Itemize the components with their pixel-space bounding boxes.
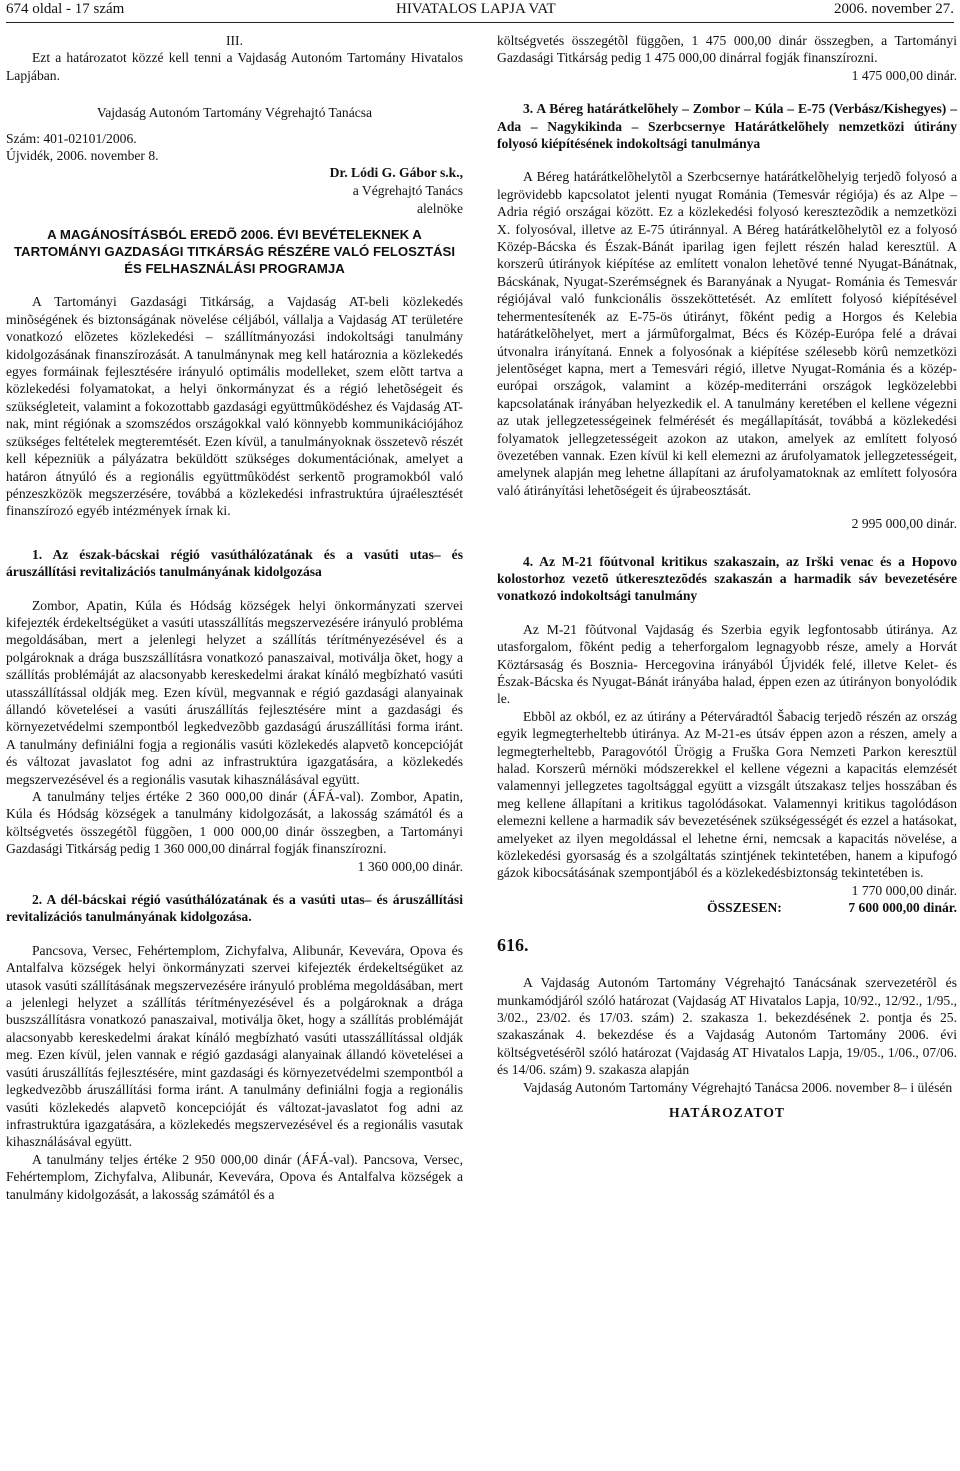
document-number-616: 616. [497, 934, 529, 955]
page-info: 674 oldal - 17 szám [6, 1, 125, 17]
item4-paragraph-2: Ebbõl az okból, ez az útirány a Péterváradtól Šabacig terjedõ részén az ország egyik legmegterheltebb útiránya. Az M-21-es útsáv éppen azon a részen, amely a legmegterheltebb, Paragovótól Ürögig a Fruška Gora Nemzeti Parkon keresztül halad. Korszerû mérnöki módszerekkel el kellene végezni a kapacitás elemzését valamennyi jellegzetes tagoltsággal együtt a vizsgált útszakasz teljes hosszában és meg kellene állapítani a kritikus tagolódásokat. Valamennyi kritikus tagolódáson elemezni kellene a harmadik sáv bevezetésének szükségességét és ezzel a hatásokat, amelyeket az ilyen megoldással el lehetne érni, nemcsak a kapacitás növelése, a közlekedési gyorsaság és a szolgáltatás szintjének tekintetében, hanem a kipufogó gázok kibocsátásának szempontjából és a közlekedésbiztonság tekintetében is. [497, 708, 957, 881]
page-header [6, 0, 954, 23]
item2-value-paragraph: A tanulmány teljes értéke 2 950 000,00 dinár (ÁFÁ-val). Pancsova, Versec, Fehértemplom, Zichyfalva, Alibunár, Kevevára, Opova és Antalfalva községek a tanulmány kidolgozását, a lakosság számától és a [6, 1151, 463, 1202]
decision-heading: HATÁROZATOT [669, 1104, 785, 1120]
item2-paragraph: Pancsova, Versec, Fehértemplom, Zichyfalva, Alibunár, Kevevára, Opova és Antalfalva községek helyi önkormányzati szervei kifejezték érdekeltségüket az utasok vasúti szállításának megszervezésére irányuló probléma megoldásában, mert a jelenlegi helyzet a szállítás térítményezésével és a polgároknak a drága buszszállításra vonatkozó panaszaival, motiválja õket, hogy a szállítás problémáját alacsonyabb kereskedelmi árakat kínáló megbízható vasúti utasszállítással oldják meg. Ezen kívül, jelen vannak e régió gazdasági alanyainak állandó követelései a vasúti áruszállítás fejlesztésére, mint gazdasági és környezetvédelmi szempontból a legkedvezõbb áruszállítási forma iránt. A tanulmány definiálni fogja a regionális vasúti közlekedés alapvetõ koncepcióját és változat-javaslatot fog adni az infrastruktúra igazgatására, a közlekedés megszervezésével és a regionális vasutak kihasználásával együtt. [6, 942, 463, 1150]
document-number: Szám: 401-02101/2006. [6, 130, 137, 146]
signatory-name: Dr. Lódi G. Gábor s.k., [329, 165, 463, 181]
session-paragraph: Vajdaság Autonóm Tartomány Végrehajtó Tanácsa 2006. november 8– i ülésén [523, 1079, 953, 1095]
total-row [707, 899, 957, 916]
item3-title: 3. A Béreg határátkelõhely – Zombor – Kúla – E-75 (Verbász/Kishegyes) – Ada – Nagykikinda – Szerbcsernye Határátkelõhely nemzetközi útirány folyosó kiépítésének indokoltsági tanulmánya [497, 101, 957, 152]
item2-amount: 1 475 000,00 dinár. [851, 67, 957, 83]
continuation-paragraph: költségvetés összegétõl függõen, 1 475 000,00 dinár összegben, a Tartományi Gazdasági Titkárság pedig 1 475 000,00 dinárral fogják finanszírozni. [497, 33, 957, 66]
council-title: Vajdaság Autonóm Tartomány Végrehajtó Tanácsa [96, 105, 373, 121]
legal-basis-paragraph: A Vajdaság Autonóm Tartomány Végrehajtó Tanácsának szervezetérõl és munkamódjáról szóló határozat (Vajdaság AT Hivatalos Lapja, 10/92., 12/92., 1/95., 3/02., 23/02. és 17/03. szám) 2. szakasza 1. bekezdésének 2. pontja és 25. szakaszának 4. bekezdése és a Vajdaság Autonóm Tartomány 2006. évi költségvetésérõl szóló határozat (Vajdaság AT Hivatalos Lapja, 19/05., 1/06., 07/06. és 14/06. szám) 9. szakasza alapján [497, 975, 957, 1078]
item1-paragraph: Zombor, Apatin, Kúla és Hódság községek helyi önkormányzati szervei kifejezték érdekeltségüket a vasúti utasszállítás megszervezésére irányuló probléma megoldásában, mert a jelenlegi helyzet a szállítás térítményezésével és a polgároknak a drága buszszállításra vonatkozó panaszaival, motiválja õket, hogy a szállítás problémáját az alacsonyabb kereskedelmi árakat kínáló megbízható vasúti utasszállítással oldják meg. Ezen kívül, megvannak e régió gazdasági alanyainak állandó követelései a vasúti áruszállítás fejlesztésére mint a gazdasági és környezetvédelmi szempontból legkedvezõbb gazdaságú áruszállítási forma iránt. A tanulmány definiálni fogja a regionális vasúti közlekedés alapvetõ koncepcióját és változat javaslatot fog adni az infrastruktúra igazgatására, a közlekedés megszervezésével és a regionális vasutak kihasználásával együtt. [6, 597, 463, 787]
place-date: Újvidék, 2006. november 8. [6, 148, 159, 164]
item4-title: 4. Az M-21 fõútvonal kritikus szakaszain, az Irški venac és a Hopovo kolostorhoz vezetõ útkeresztezõdés szakaszán a harmadik sáv bevezetésére vonatkozó indokoltsági tanulmány [497, 553, 957, 604]
program-title: A MAGÁNOSÍTÁSBÓL EREDÕ 2006. ÉVI BEVÉTELEKNEK A TARTOMÁNYI GAZDASÁGI TITKÁRSÁG RÉSZÉRE VALÓ FELOSZTÁSI ÉS FELHASZNÁLÁSI PROGRAMJA [13, 227, 456, 277]
item4-paragraph-1: Az M-21 fõútvonal Vajdaság és Szerbia egyik legfontosabb útiránya. Az utasforgalom, fõként pedig a teherforgalom legnagyobb része, amely a Horvát Köztársaság és Bosznia- Hercegovina irányából Újvidék felé, illetve Kelet- és Észak-Bácska és Nyugat-Bánát irányába halad, éppen ezen az útirányon bonyolódik le. [497, 621, 957, 707]
publish-text: Ezt a határozatot közzé kell tenni a Vajdaság Autonóm Tartomány Hivatalos Lapjában. [6, 50, 463, 83]
signatory-role: a Végrehajtó Tanács [352, 183, 463, 199]
issue-date: 2006. november 27. [834, 1, 954, 17]
right-column [497, 32, 957, 1121]
left-column [6, 32, 463, 1203]
item1-title: 1. Az észak-bácskai régió vasúthálózatának és a vasúti utas– és áruszállítási revitalizációs tanulmányának kidolgozása [6, 546, 463, 580]
signature-block [6, 164, 463, 218]
item3-amount: 2 995 000,00 dinár. [851, 516, 957, 532]
journal-title: HIVATALOS LAPJA VAT [396, 1, 556, 17]
item4-amount: 1 770 000,00 dinár. [851, 882, 957, 898]
total-label: ÖSSZESEN: [707, 900, 782, 916]
intro-paragraph: A Tartományi Gazdasági Titkárság, a Vajdaság AT-beli közlekedés minõségének és biztonságának növelése céljából, vállalja a Vajdaság AT területére vonatkozó elõzetes közlekedési – szállítmányozási indokoltsági tanulmány kidolgozásának finanszírozását. A tanulmánynak meg kell határoznia a közlekedés egyes formáinak fejlesztésére irányuló optimális modelleket, szem elõtt tartva a közlekedési folyamatokat, a helyi önkormányzat és a régió lehetõségeit és szükségleteit, valamint a fokozottabb gazdasági együttmûködéshez és Vajdaság AT-nak, mint régiónak a szomszédos országokkal való könnyebb kommunikációjához szükséges feltételek megteremtését. Ezen kívül, a tanulmányoknak összetevõ részét kell képezniük a pályázatra beküldött szükséges dokumentációnak, amelyet a határon átnyúló és a regionális együttmûködést serkentõ programokból való pénzeszközök megszerzésére, továbbá a közlekedési infrastruktúra újraélesztését finanszírozó egyéb intézmények írnak ki. [6, 294, 463, 519]
item2-title: 2. A dél-bácskai régió vasúthálózatának és a vasúti utas– és áruszállítási revitalizációs tanulmányának kidolgozása. [6, 892, 463, 925]
item1-value-paragraph: A tanulmány teljes értéke 2 360 000,00 dinár (ÁFÁ-val). Zombor, Apatin, Kúla és Hódság községek a tanulmány kidolgozását, a lakosság számától és a költségvetés összegétõl függõen, 1 000 000,00 dinár összegben, a Tartományi Gazdasági Titkárság pedig 1 360 000,00 dinárral fogják finanszírozni. [6, 789, 463, 857]
signatory-role-2: alelnöke [416, 201, 463, 217]
item3-paragraph: A Béreg határátkelõhelytõl a Szerbcsernye határátkelõhelyig terjedõ folyosó a legrövidebb kapcsolatot jelenti nyugat Románia (Temesvár régiója) és az Alpe – Adria régió országai között. Ez a közlekedési folyosó keresztezõdik a nemzetközi X. folyosóval, illetve az E-75 útiránnyal. A Béreg határátkelõhelytõl ez a folyosó Közép-Bácska és Észak-Bánát iparilag igen fejlett részén halad keresztül. A korszerû útirányok kiépítése az említett vonalon lehetõvé tenné Nyugat-Bánátnak, Bácskának, Nyugat-Szerémségnek és Baranyának a Nyugat- Románia és Temesvár régiójával való funkcionális összeköttetését. Az említett folyosó kiépítésével tehermentesítenék az E-75-ös útirányt, fõként pedig a Horgos és Kelebia határátkelõhelyet, mert a jármûforgalmat, Bécs és Közép-Európa felé a drávai útvonalra irányítaná. Ennek a folyosónak a kiépítése szélesebb körû nemzetközi jelentõséget kapna, mert a Temesvári régió, illetve Nyugat-Románia és a közép-európai országok, valamint a közép-mediterráni országok legközelebbi kapcsolatának irányában helyezkedik el. A tanulmány keretében el kellene végezni az utak jellegzetességeinek felmérését és megállapítását, továbbá a közlekedési folyamatok jellegzetességeit azokon az utakon, amelyek az említett folyosó övezetében vannak. Ezen kívül ki kell elemezni az árufolyamatok jellegzetességeit, amelynek alapján meg lehetne állapítani az árufolyamatoknak az említett folyosóra való átirányítási lehetõségeit és újrabeosztását. [497, 169, 957, 498]
section-roman: III. [226, 33, 243, 48]
item1-amount: 1 360 000,00 dinár. [357, 858, 463, 874]
total-amount: 7 600 000,00 dinár. [848, 900, 957, 916]
